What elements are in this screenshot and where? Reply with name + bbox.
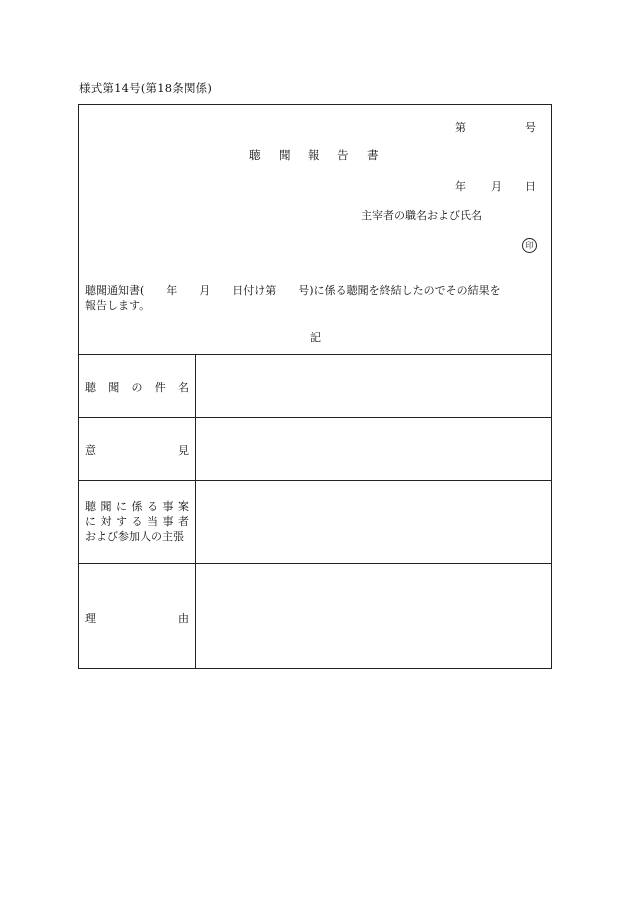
body-line-1: 聴聞通知書( 年 月 日付け第 号)に係る聴聞を終結したのでその結果を [85, 284, 501, 297]
label-char: 見 [178, 444, 189, 457]
title-char: 聞 [279, 148, 291, 162]
number-dai: 第 [455, 121, 466, 134]
title-char: 報 [308, 148, 320, 162]
label-char: す [116, 515, 127, 528]
body-line-2: 報告します。 [85, 299, 151, 312]
date-month: 月 [491, 180, 502, 193]
report-form [78, 104, 552, 669]
label-char: 対 [100, 515, 112, 528]
label-char: 者 [178, 515, 189, 528]
table-top-border [79, 354, 551, 355]
document-title [79, 147, 551, 163]
label-line: および参加人の主張 [85, 530, 184, 543]
seal-mark: 印 [522, 238, 537, 253]
row-label-reason [85, 610, 189, 626]
title-char: 告 [337, 148, 349, 162]
label-char: る [131, 515, 143, 528]
number-go: 号 [525, 121, 536, 134]
label-char: 意 [85, 444, 96, 457]
row-label-case-name [85, 379, 189, 395]
row-divider [79, 563, 551, 564]
label-char: 聴 [85, 381, 96, 394]
row-divider [79, 480, 551, 481]
label-char: 当 [147, 515, 158, 528]
label-char: 聞 [108, 381, 120, 394]
label-char: 聞 [100, 500, 112, 513]
row-label-opinion [85, 442, 189, 458]
label-char: 案 [178, 500, 189, 513]
title-char: 書 [367, 148, 379, 162]
column-divider [195, 354, 196, 669]
label-char: 事 [162, 500, 174, 513]
label-char: の [131, 381, 143, 394]
date-year: 年 [455, 180, 466, 193]
ki-label: 記 [310, 331, 321, 344]
label-char: る [147, 500, 158, 513]
report-body [85, 283, 549, 313]
label-char: に [85, 515, 96, 528]
row-label-claims [85, 499, 189, 544]
row-divider [79, 417, 551, 418]
label-char: 聴 [85, 500, 96, 513]
label-char: 件 [154, 381, 166, 394]
presider-label: 主宰者の職名および氏名 [361, 209, 482, 222]
label-char: 理 [85, 612, 96, 625]
label-char: 係 [131, 500, 143, 513]
form-caption: 様式第14号(第18条関係) [79, 81, 213, 95]
label-char: 名 [178, 381, 189, 394]
label-char: 由 [178, 612, 189, 625]
label-char: に [116, 500, 127, 513]
title-char: 聴 [249, 148, 261, 162]
label-char: 事 [162, 515, 174, 528]
date-day: 日 [525, 180, 536, 193]
